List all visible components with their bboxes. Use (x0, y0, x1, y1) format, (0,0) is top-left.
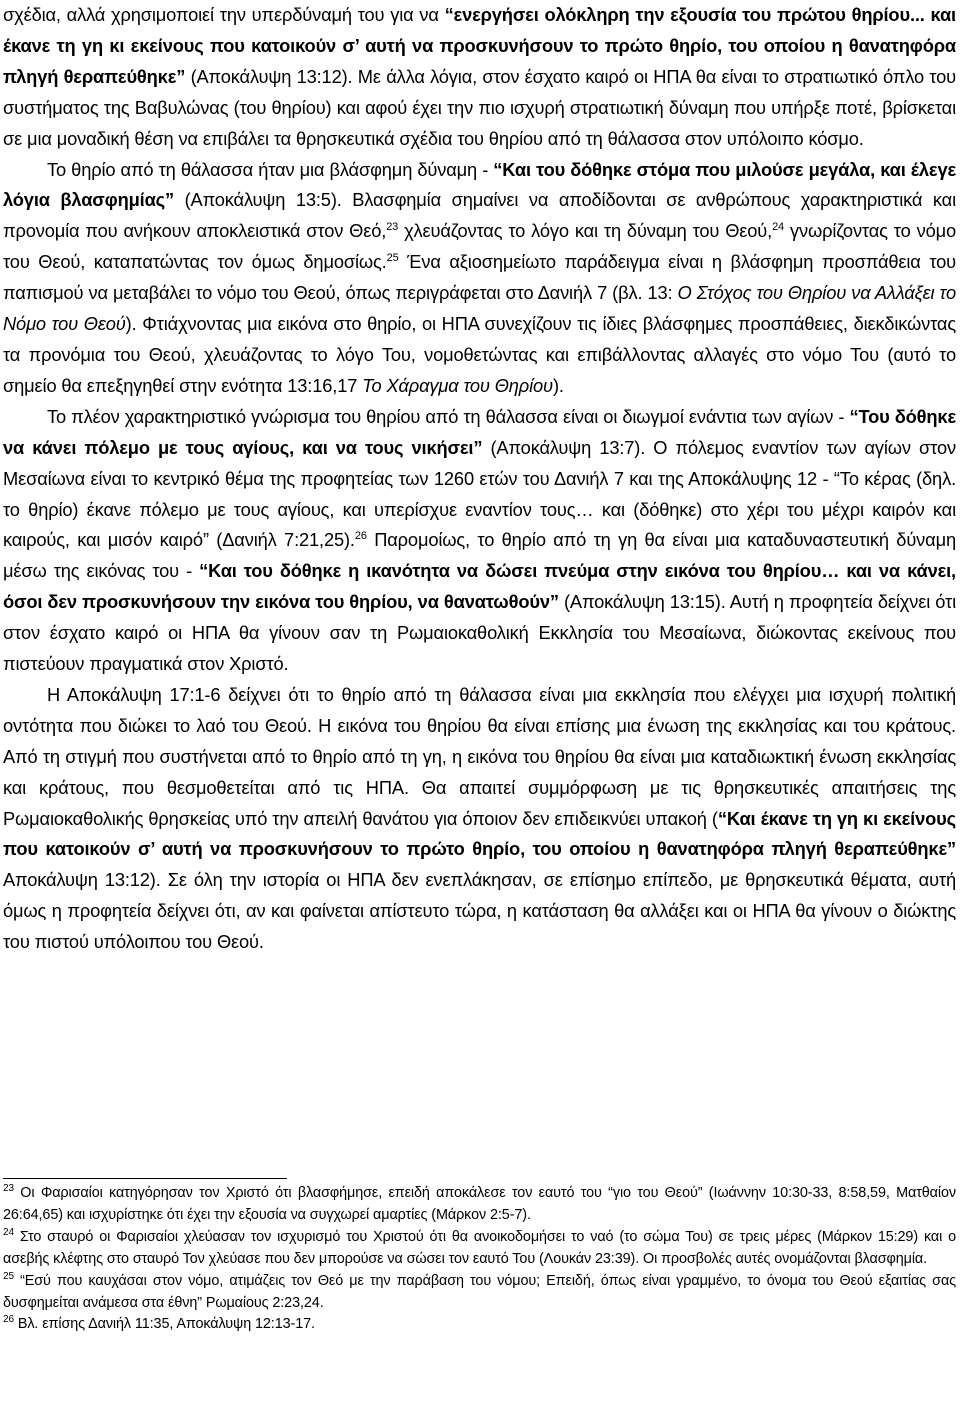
text-run: ). Φτιάχνοντας μια εικόνα στο θηρίο, οι ΗΠΑ συνεχίζουν τις ίδιες βλάσφημες προσπάθειες, διεκδικώντας τα προνόμια του Θεού, χλευάζοντας το λόγο Του, νομοθετώντας και επιβάλλοντας αλλαγές στο νόμο Του (αυτό το σημείο θα επεξηγηθεί στην ενότητα 13:16,17 (3, 313, 957, 396)
footnote-number: 24 (3, 1226, 14, 1238)
italic-reference: Το Χάραγμα του Θηρίου (362, 374, 553, 396)
bold-quote: “Και έκανε τη γη κι εκείνους που κατοικούν σ’ αυτή να προσκυνήσουν το πρώτο θηρίο, του οποίου η θανατηφόρα πληγή θεραπεύθηκε” (3, 807, 956, 860)
footnotes (3, 1183, 956, 1336)
text-run: ). (552, 374, 564, 396)
text-run: (Αποκάλυψη 13:7). Ο πόλεμος εναντίον των αγίων στον Μεσαίωνα είναι το κεντρικό θέμα της προφητείας των 1260 ετών του Δανιήλ 7 και της Αποκάλυψης 12 - “Το κέρας (δηλ. το θηρίο) έκανε πόλεμο με τους αγίους, και υπερίσχυε εναντίον τους… και (δόθηκε) στο χέρι του μέχρι καιρόν και καιρούς, και μισόν καιρό” (Δανιήλ 7:21,25). (3, 436, 956, 551)
text-run: Παρομοίως, το θηρίο από τη γη θα είναι μια καταδυναστευτική δύναμη μέσω της εικόνας του - (3, 529, 956, 582)
bold-quote: “Και του δόθηκε στόμα που μιλούσε μεγάλα, και έλεγε λόγια βλασφημίας” (3, 158, 956, 211)
text-run: σχέδια, αλλά χρησιμοποιεί την υπερδύναμή του για να (3, 4, 445, 25)
footnote-number: 26 (3, 1314, 14, 1326)
text-run: (Αποκάλυψη 13:15). Αυτή η προφητεία δείχνει ότι στον έσχατο καιρό οι ΗΠΑ θα γίνουν σαν τη Ρωμαιοκαθολική Εκκλησία του Μεσαίωνα, διώκοντας εκείνους που πιστεύουν πραγματικά στον Χριστό. (3, 591, 956, 675)
footnote-reference: 23 (386, 221, 399, 234)
footnote (3, 1271, 956, 1315)
bold-quote: “Του δόθηκε να κάνει πόλεμο με τους αγίους, και να τους νικήσει” (3, 405, 957, 458)
bold-quote: “Και του δόθηκε η ικανότητα να δώσει πνεύμα στην εικόνα του θηρίου… και να κάνει, όσοι δεν προσκυνήσουν την εικόνα του θηρίου, να θανατωθούν” (3, 560, 956, 613)
paragraph (3, 680, 956, 958)
text-run: Αποκάλυψη 13:12). Σε όλη την ιστορία οι ΗΠΑ δεν ενεπλάκησαν, σε επίσημο επίπεδο, με θρησκευτικά θέματα, αυτή όμως η προφητεία δείχνει ότι, αν και φαίνεται απίστευτο τώρα, η κατάσταση θα αλλάξει και οι ΗΠΑ θα γίνουν ο διώκτης του πιστού υπόλοιπου του Θεού. (3, 869, 956, 953)
footnote-separator (3, 1178, 287, 1179)
paragraph (3, 155, 956, 402)
footnote-reference: 25 (386, 252, 399, 265)
text-run: γνωρίζοντας το νόμο του Θεού, καταπατώντας τον όμως δημοσίως. (3, 220, 956, 273)
footnote (3, 1183, 956, 1227)
paragraph (3, 0, 956, 155)
footnote-reference: 24 (772, 221, 785, 234)
footnote-text: “Εσύ που καυχάσαι στον νόμο, ατιμάζεις τον Θεό με την παράβαση του νόμου; Επειδή, όπως είναι γραμμένο, το όνομα του Θεού εξαιτίας σας δυσφημείται ανάμεσα στα έθνη” Ρωμαίους 2:23,24. (3, 1272, 956, 1311)
text-run: (Αποκάλυψη 13:12). Με άλλα λόγια, στον έσχατο καιρό οι ΗΠΑ θα είναι το στρατιωτικό όπλο του συστήματος της Βαβυλώνας (του θηρίου) και αφού έχει την πιο ισχυρή στρατιωτική δύναμη που υπήρξε ποτέ, βρίσκεται σε μια μοναδική θέση να επιβάλει τα θρησκευτικά σχέδια του θηρίου από τη θάλασσα στον υπόλοιπο κόσμο. (3, 65, 956, 149)
body-text (3, 0, 956, 958)
text-run: Η Αποκάλυψη 17:1-6 δείχνει ότι το θηρίο από τη θάλασσα είναι μια εκκλησία που ελέγχει μια ισχυρή πολιτική οντότητα που διώκει το λαό του Θεού. Η εικόνα του θηρίου θα είναι επίσης μια ένωση της εκκλησίας και του κράτους. Από τη στιγμή που συστήνεται από το θηρίο από τη γη, η εικόνα του θηρίου θα είναι μια καταδιωκτική ένωση εκκλησίας και κράτους, που θεσμοθετείται από τις ΗΠΑ. Θα απαιτεί συμμόρφωση με τις θρησκευτικές απαιτήσεις της Ρωμαιοκαθολικής θρησκείας υπό την απειλή θανάτου για όποιον δεν επιδεικνύει υπακοή ( (3, 683, 956, 829)
paragraph (3, 402, 956, 680)
text-run: χλευάζοντας το λόγο και τη δύναμη του Θεού, (398, 220, 773, 242)
footnote-text: Στο σταυρό οι Φαρισαίοι χλεύασαν τον ισχυρισμό του Χριστού ότι θα ανοικοδομήσει το ναό (το σώμα Του) σε τρεις μέρες (Μάρκον 15:29) και ο ασεβής κλέφτης στο σταυρό Τον χλεύασε που δεν μπορούσε να σώσει τον εαυτό Του (Λουκάν 23:39). Οι προσβολές αυτές ονομάζονται βλασφημία. (3, 1228, 956, 1267)
footnote-reference: 26 (354, 530, 367, 543)
footnote-text: Βλ. επίσης Δανιήλ 11:35, Αποκάλυψη 12:13-17. (13, 1316, 315, 1333)
footnote (3, 1227, 956, 1271)
text-run: Ένα αξιοσημείωτο παράδειγμα είναι η βλάσφημη προσπάθεια του παπισμού να μεταβάλει το νόμο του Θεού, όπως περιγράφεται στο Δανιήλ 7 (βλ. 13: (3, 251, 956, 304)
text-run: (Αποκάλυψη 13:5). Βλασφημία σημαίνει να αποδίδονται σε ανθρώπους χαρακτηριστικά και προνομία που ανήκουν αποκλειστικά στον Θεό, (3, 189, 956, 242)
footnote-text: Οι Φαρισαίοι κατηγόρησαν τον Χριστό ότι βλασφήμησε, επειδή αποκάλεσε τον εαυτό του “γιο του Θεού” (Ιωάννην 10:30-33, 8:58,59, Ματθαίον 26:64,65) και ισχυρίστηκε ότι έχει την εξουσία να συγχωρεί αμαρτίες (Μάρκον 2:5-7). (3, 1185, 956, 1223)
text-run: Το πλέον χαρακτηριστικό γνώρισμα του θηρίου από τη θάλασσα είναι οι διωγμοί ενάντια των αγίων - (47, 405, 850, 427)
footnote (3, 1314, 956, 1336)
bold-quote: “ενεργήσει ολόκληρη την εξουσία του πρώτου θηρίου... και έκανε τη γη κι εκείνους που κατοικούν σ’ αυτή να προσκυνήσουν το πρώτο θηρίο, του οποίου η θανατηφόρα πληγή θεραπεύθηκε” (3, 4, 956, 87)
footnote-number: 23 (3, 1183, 14, 1194)
text-run: Το θηρίο από τη θάλασσα ήταν μια βλάσφημη δύναμη - (47, 158, 494, 180)
italic-reference: Ο Στόχος του Θηρίου να Αλλάξει το Νόμο του Θεού (3, 282, 956, 335)
footnote-number: 25 (3, 1270, 14, 1282)
